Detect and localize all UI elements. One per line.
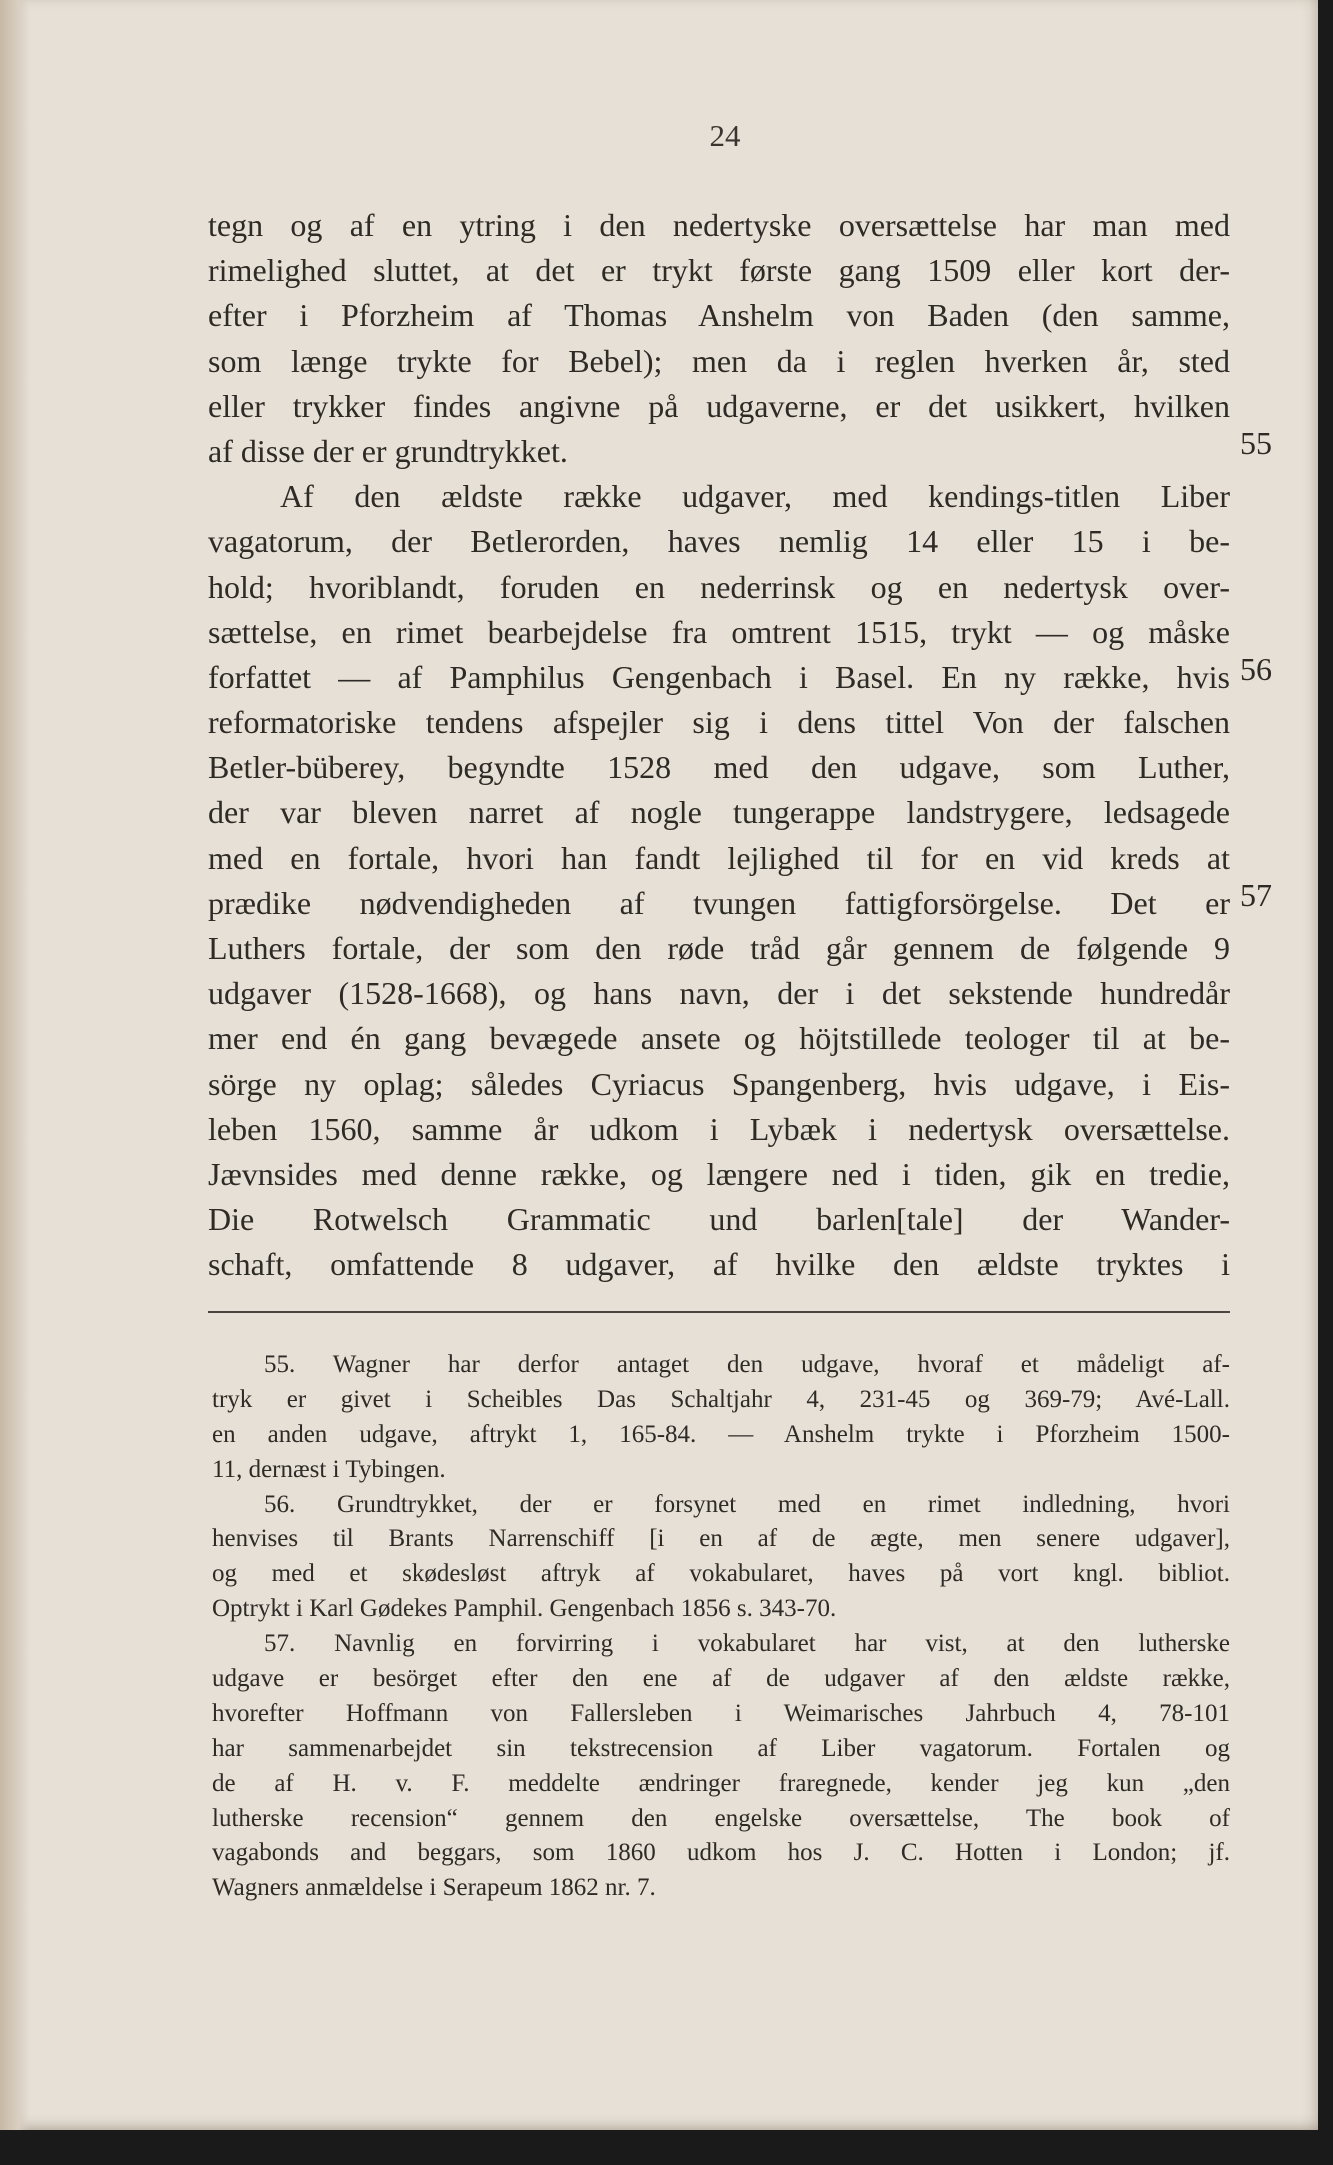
body-line: Betler-büberey, begyndte 1528 med den udgave, som Luther, — [208, 749, 1230, 786]
footnotes — [212, 1348, 1230, 1906]
body-line: Af den ældste række udgaver, med kendings-titlen Liber — [280, 478, 1230, 515]
footnote-line: og med et skødesløst aftryk af vokabularet, haves på vort kngl. bibliot. — [212, 1560, 1230, 1588]
margin-note-number-55: 55 — [1240, 425, 1272, 461]
footnote-line: en anden udgave, aftrykt 1, 165-84. — Anshelm trykte i Pforzheim 1500- — [212, 1420, 1230, 1448]
footnote-line: Optrykt i Karl Gødekes Pamphil. Gengenbach 1856 s. 343-70. — [212, 1595, 837, 1623]
footnote-line: vagabonds and beggars, som 1860 udkom hos J. C. Hotten i London; jf. — [212, 1839, 1230, 1867]
body-line: forfattet — af Pamphilus Gengenbach i Basel. En ny række, hvis — [208, 658, 1230, 695]
body-line: af disse der er grundtrykket. — [208, 432, 568, 469]
footnote-line: de af H. v. F. meddelte ændringer fraregnede, kender jeg kun „den — [212, 1769, 1230, 1797]
footnote-line: Wagners anmældelse i Serapeum 1862 nr. 7. — [212, 1874, 656, 1902]
body-line: Jævnsides med denne række, og længere ned i tiden, gik en tredie, — [208, 1155, 1230, 1192]
body-line: tegn og af en ytring i den nedertyske oversættelse har man med — [208, 207, 1230, 243]
body-line: sættelse, en rimet bearbejdelse fra omtrent 1515, trykt — og måske — [208, 613, 1230, 650]
body-line: efter i Pforzheim af Thomas Anshelm von Baden (den samme, — [208, 297, 1230, 334]
body-text — [208, 203, 1230, 1288]
body-line: rimelighed sluttet, at det er trykt første gang 1509 eller kort der- — [208, 252, 1230, 289]
body-line: leben 1560, samme år udkom i Lybæk i nedertysk oversættelse. — [208, 1110, 1230, 1147]
footnote-line: 57. Navnlig en forvirring i vokabularet har vist, at den lutherske — [264, 1630, 1230, 1658]
page-number: 24 — [709, 118, 741, 153]
footnote-line: lutherske recension“ gennem den engelske oversættelse, The book of — [212, 1804, 1230, 1832]
page-binding-edge — [0, 0, 30, 2130]
footnote-line: udgave er besörget efter den ene af de udgaver af den ældste række, — [212, 1665, 1230, 1693]
footnote-line: tryk er givet i Scheibles Das Schaltjahr 4, 231-45 og 369-79; Avé-Lall. — [212, 1385, 1230, 1413]
footnote-divider — [208, 1311, 1230, 1313]
footnote-line: hvorefter Hoffmann von Fallersleben i Weimarisches Jahrbuch 4, 78-101 — [212, 1699, 1230, 1727]
body-line: prædike nødvendigheden af tvungen fattigforsörgelse. Det er — [208, 884, 1230, 921]
footnote-line: henvises til Brants Narrenschiff [i en af de ægte, men senere udgaver], — [212, 1525, 1230, 1553]
body-line: med en fortale, hvori han fandt lejlighed til for en vid kreds at — [208, 839, 1230, 876]
margin-note-number-57: 57 — [1240, 877, 1272, 913]
margin-note-number-56: 56 — [1240, 651, 1272, 687]
body-line: vagatorum, der Betlerorden, haves nemlig 14 eller 15 i be- — [208, 523, 1230, 560]
footnote-line: har sammenarbejdet sin tekstrecension af Liber vagatorum. Fortalen og — [212, 1734, 1230, 1762]
footnote-line: 11, dernæst i Tybingen. — [212, 1455, 446, 1483]
footnote-line: 56. Grundtrykket, der er forsynet med en rimet indledning, hvori — [264, 1490, 1230, 1518]
body-line: Luthers fortale, der som den røde tråd går gennem de følgende 9 — [208, 930, 1230, 966]
body-line: som længe trykte for Bebel); men da i reglen hverken år, sted — [208, 342, 1230, 379]
footnote-line: 55. Wagner har derfor antaget den udgave, hvoraf et mådeligt af- — [264, 1351, 1230, 1378]
body-line: hold; hvoriblandt, foruden en nederrinsk og en nedertysk over- — [208, 568, 1230, 605]
body-line: mer end én gang bevægede ansete og höjtstillede teologer til at be- — [208, 1020, 1230, 1057]
body-line: udgaver (1528-1668), og hans navn, der i det sekstende hundredår — [208, 975, 1230, 1012]
body-line: sörge ny oplag; således Cyriacus Spangenberg, hvis udgave, i Eis- — [208, 1065, 1230, 1102]
body-line: reformatoriske tendens afspejler sig i dens tittel Von der falschen — [208, 704, 1230, 741]
body-line: der var bleven narret af nogle tungerappe landstrygere, ledsagede — [208, 794, 1230, 831]
body-line: Die Rotwelsch Grammatic und barlen[tale] der Wander- — [208, 1201, 1230, 1238]
body-line: eller trykker findes angivne på udgaverne, er det usikkert, hvilken — [208, 387, 1230, 424]
body-line: schaft, omfattende 8 udgaver, af hvilke den ældste tryktes i — [208, 1246, 1230, 1283]
